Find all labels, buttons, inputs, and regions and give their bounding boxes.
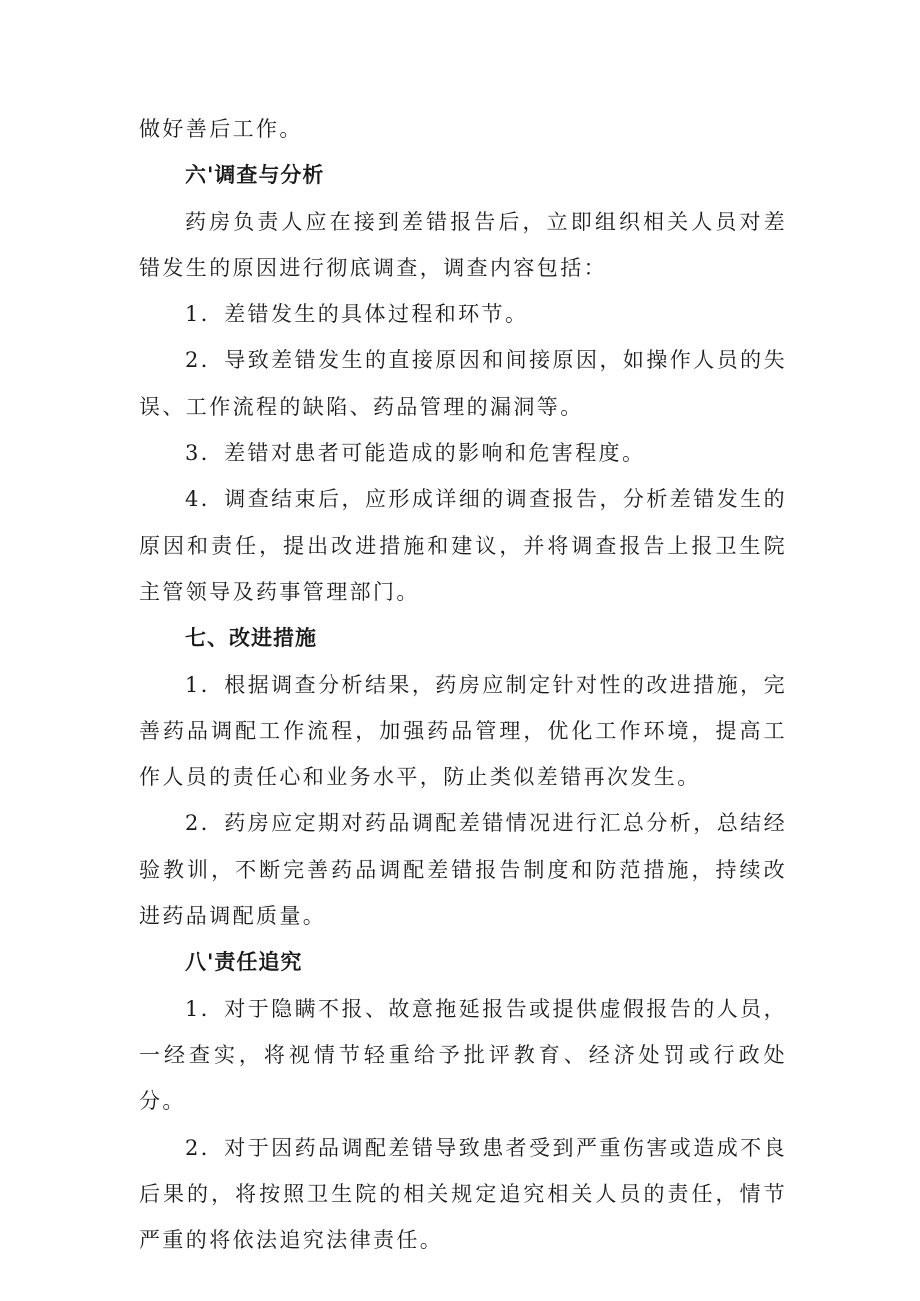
list-item-investigation-2: 2．导致差错发生的直接原因和间接原因，如操作人员的失误、工作流程的缺陷、药品管理的漏洞等。: [139, 348, 787, 419]
paragraph-investigation-intro: 药房负责人应在接到差错报告后，立即组织相关人员对差错发生的原因进行彻底调查，调查内容包括：: [139, 209, 787, 280]
section-heading-improvement: 七、改进措施: [185, 626, 317, 651]
list-item-improvement-1: 1．根据调查分析结果，药房应制定针对性的改进措施，完善药品调配工作流程，加强药品管理，优化工作环境，提高工作人员的责任心和业务水平，防止类似差错再次发生。: [139, 672, 787, 790]
paragraph-continuation: 做好善后工作。: [139, 117, 303, 141]
list-item-accountability-2: 2．对于因药品调配差错导致患者受到严重伤害或造成不良后果的，将按照卫生院的相关规定追究相关人员的责任，情节严重的将依法追究法律责任。: [139, 1135, 787, 1253]
list-item-investigation-4: 4．调查结束后，应形成详细的调查报告，分析差错发生的原因和责任，提出改进措施和建议，并将调查报告上报卫生院主管领导及药事管理部门。: [139, 487, 787, 604]
list-item-improvement-2: 2．药房应定期对药品调配差错情况进行汇总分析，总结经验教训，不断完善药品调配差错报告制度和防范措施，持续改进药品调配质量。: [139, 811, 787, 929]
list-item-accountability-1: 1．对于隐瞒不报、故意拖延报告或提供虚假报告的人员，一经查实，将视情节轻重给予批评教育、经济处罚或行政处分。: [139, 996, 787, 1114]
document-body: [139, 106, 787, 1263]
section-heading-accountability: 八'责任追究: [185, 950, 303, 975]
section-heading-investigation: 六'调查与分析: [185, 163, 325, 188]
list-item-investigation-3: 3．差错对患者可能造成的影响和危害程度。: [185, 441, 646, 466]
list-item-investigation-1: 1．差错发生的具体过程和环节。: [185, 302, 529, 327]
